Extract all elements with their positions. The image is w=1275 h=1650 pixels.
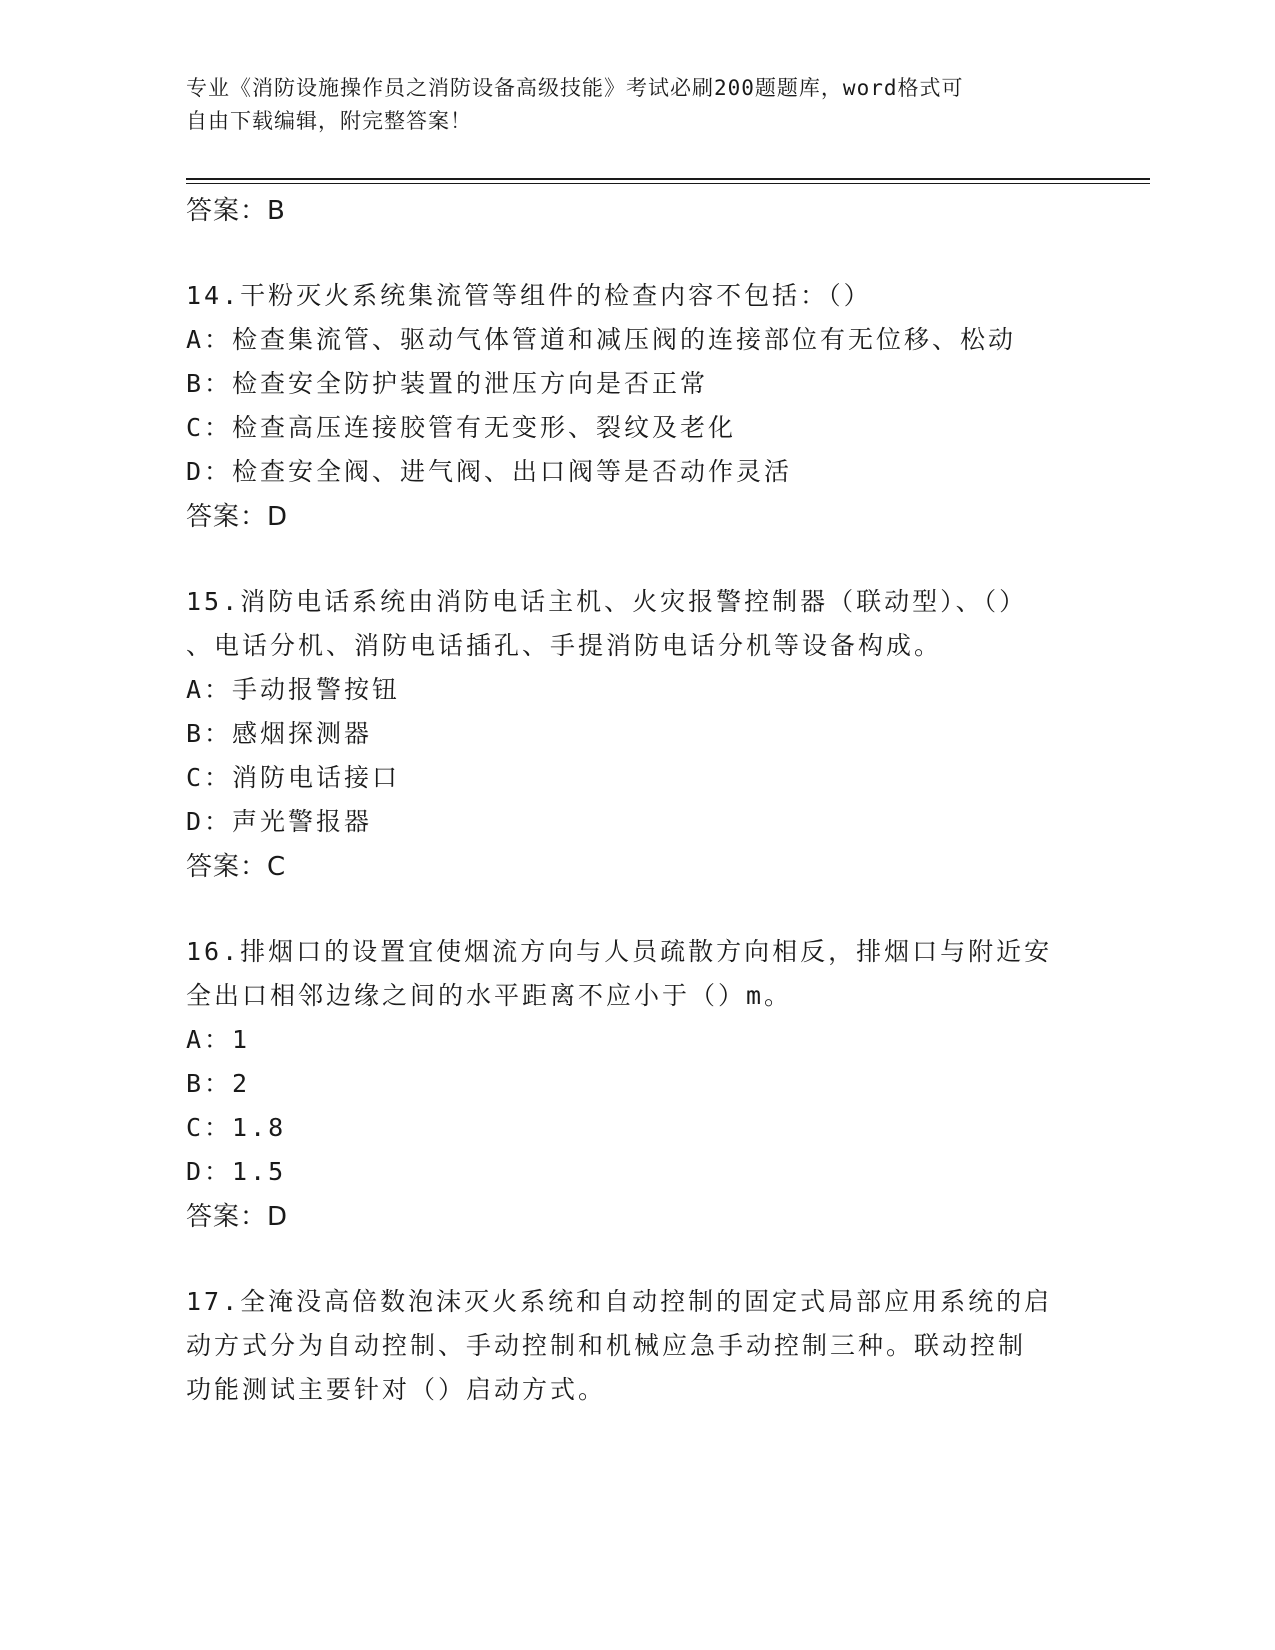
question-15-option-d: D：声光警报器	[186, 807, 373, 836]
question-14-option-c: C：检查高压连接胶管有无变形、裂纹及老化	[186, 413, 737, 442]
answer-q15: 答案：C	[186, 852, 287, 882]
question-15-option-a: A：手动报警按钮	[186, 675, 401, 704]
question-15-option-c: C：消防电话接口	[186, 763, 401, 792]
answer-q14: 答案：D	[186, 502, 289, 532]
question-16-option-b: B：2	[186, 1069, 251, 1098]
question-17-stem-line-1: 17.全淹没高倍数泡沫灭火系统和自动控制的固定式局部应用系统的启	[186, 1287, 1053, 1316]
question-16-option-c: C：1.8	[186, 1113, 287, 1142]
question-15-option-b: B：感烟探测器	[186, 719, 373, 748]
question-16-stem-line-2: 全出口相邻边缘之间的水平距离不应小于（）m。	[186, 981, 793, 1010]
answer-q16: 答案：D	[186, 1202, 289, 1232]
header-line-2: 自由下载编辑，附完整答案！	[186, 109, 472, 133]
question-16-option-d: D：1.5	[186, 1157, 287, 1186]
question-14-option-b: B：检查安全防护装置的泄压方向是否正常	[186, 369, 709, 398]
question-14-option-a: A：检查集流管、驱动气体管道和减压阀的连接部位有无位移、松动	[186, 325, 1017, 354]
header-divider-thick	[186, 178, 1150, 180]
question-17-stem-line-2: 动方式分为自动控制、手动控制和机械应急手动控制三种。联动控制	[186, 1331, 1027, 1360]
header-line-1: 专业《消防设施操作员之消防设备高级技能》考试必刷200题题库，word格式可	[186, 76, 964, 100]
answer-q13: 答案：B	[186, 196, 286, 226]
question-14-stem: 14.干粉灭火系统集流管等组件的检查内容不包括：（）	[186, 281, 872, 310]
question-16-stem-line-1: 16.排烟口的设置宜使烟流方向与人员疏散方向相反，排烟口与附近安	[186, 937, 1053, 966]
question-17-stem-line-3: 功能测试主要针对（）启动方式。	[186, 1375, 607, 1404]
header-divider-thin	[186, 183, 1150, 184]
question-14-option-d: D：检查安全阀、进气阀、出口阀等是否动作灵活	[186, 457, 793, 486]
page-header	[186, 72, 1066, 138]
question-16-option-a: A：1	[186, 1025, 251, 1054]
question-15-stem-line-2: 、电话分机、消防电话插孔、手提消防电话分机等设备构成。	[186, 631, 943, 660]
question-15-stem-line-1: 15.消防电话系统由消防电话主机、火灾报警控制器（联动型）、（）	[186, 587, 1028, 616]
